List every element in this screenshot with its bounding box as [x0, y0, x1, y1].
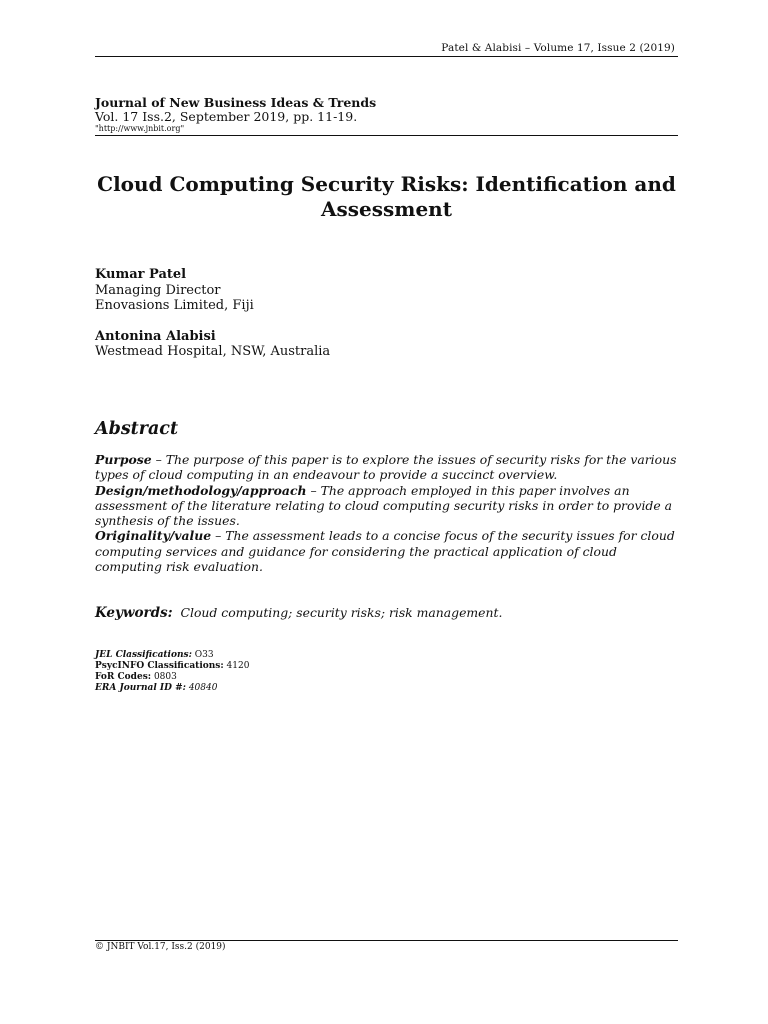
paper-title: Cloud Computing Security Risks: Identification and Assessment	[97, 172, 676, 221]
footer-copyright: © JNBIT Vol.17, Iss.2 (2019)	[95, 942, 226, 952]
originality-label: Originality/value	[95, 528, 212, 544]
jel-classification	[95, 650, 495, 661]
footer-rule	[95, 940, 678, 941]
abstract-heading: Abstract	[95, 419, 179, 439]
abstract-originality	[95, 528, 678, 574]
journal-info	[95, 96, 678, 133]
for-label: FoR Codes:	[95, 672, 152, 682]
header-rule	[95, 56, 678, 57]
author-affiliation: Westmead Hospital, NSW, Australia	[95, 344, 331, 359]
journal-name: Journal of New Business Ideas & Trends	[95, 95, 377, 110]
jel-label: JEL Classifications:	[95, 650, 192, 660]
era-label: ERA Journal ID #:	[95, 683, 186, 693]
design-label: Design/methodology/approach	[95, 482, 307, 498]
purpose-label: Purpose	[95, 452, 152, 467]
running-head: Patel & Alabisi – Volume 17, Issue 2 (2019)	[441, 42, 675, 54]
psycinfo-value: 4120	[223, 661, 250, 671]
keywords-label: Keywords:	[95, 605, 173, 621]
journal-url[interactable]: "http://www.jnbit.org"	[95, 124, 185, 133]
purpose-text: – The purpose of this paper is to explore the issues of security risks for the various types of cloud computing in an endeavour to provide a succinct overview.	[95, 452, 677, 483]
abstract-design	[95, 483, 678, 529]
author-name: Kumar Patel	[95, 267, 187, 282]
design-text: – The approach employed in this paper involves an assessment of the literature relating to cloud computing security risks in order to provide a synthesis of the issues.	[95, 482, 672, 529]
for-value: 0803	[151, 672, 177, 682]
keywords	[95, 605, 678, 621]
era-value: 40840	[185, 683, 218, 693]
psycinfo-label: PsycINFO Classifications:	[95, 661, 224, 671]
for-codes	[95, 672, 495, 683]
jel-value: O33	[191, 650, 214, 660]
author-affiliation: Managing Director	[95, 282, 221, 298]
author-list	[95, 267, 678, 360]
abstract-purpose	[95, 452, 678, 483]
keywords-text: Cloud computing; security risks; risk management.	[172, 605, 503, 620]
psycinfo-classification	[95, 661, 495, 672]
author-affiliation: Enovasions Limited, Fiji	[95, 298, 254, 313]
originality-text: – The assessment leads to a concise focus of the security issues for cloud computing services and guidance for considering the practical application of cloud computing risk evaluation.	[95, 528, 675, 575]
author-name: Antonina Alabisi	[95, 328, 216, 344]
journal-rule	[95, 135, 678, 136]
journal-volume: Vol. 17 Iss.2, September 2019, pp. 11-19.	[95, 109, 358, 124]
era-journal-id	[95, 683, 495, 694]
classifications	[95, 650, 495, 694]
abstract-body	[95, 452, 678, 574]
